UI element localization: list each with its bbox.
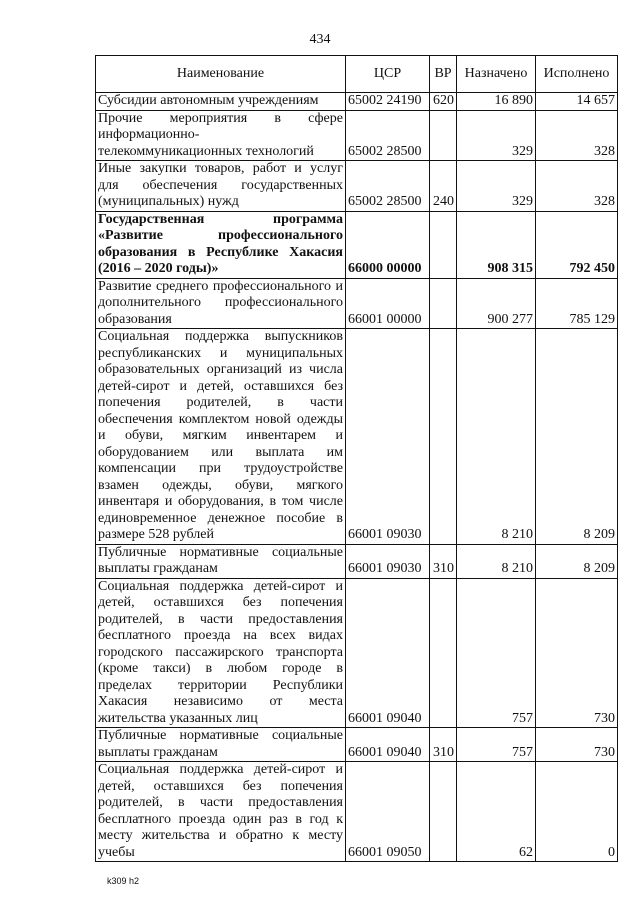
footer-code: k309 h2 [107,876,140,886]
row-assigned: 62 [457,762,536,862]
header-executed: Исполнено [536,56,618,93]
header-vr: ВР [430,56,457,93]
row-vr: 310 [430,544,457,578]
row-assigned: 8 210 [457,544,536,578]
table-row [96,278,618,329]
header-assigned: Назначено [457,56,536,93]
row-executed: 730 [536,728,618,762]
row-name: Публичные нормативные социальные выплаты гражданам [96,728,346,762]
row-assigned: 908 315 [457,211,536,278]
header-csr: ЦСР [346,56,430,93]
table-row [96,93,618,111]
row-name: Государственная программа «Развитие профессионального образования в Республике Хакасия (2016 – 2020 годы)» [96,211,346,278]
table-row [96,728,618,762]
row-executed: 328 [536,110,618,161]
row-executed: 8 209 [536,329,618,545]
budget-table [95,55,618,862]
row-executed: 785 129 [536,278,618,329]
row-csr: 66001 09040 [346,728,430,762]
table-row [96,544,618,578]
row-assigned: 329 [457,161,536,212]
row-csr: 66001 09030 [346,544,430,578]
table-row-program [96,211,618,278]
row-vr [430,329,457,545]
row-vr [430,211,457,278]
row-name: Прочие мероприятия в сфере информационно-телекоммуникационных технологий [96,110,346,161]
row-csr: 66001 09030 [346,329,430,545]
row-vr: 240 [430,161,457,212]
row-assigned: 757 [457,578,536,728]
row-assigned: 16 890 [457,93,536,111]
row-executed: 8 209 [536,544,618,578]
row-name: Социальная поддержка детей-сирот и детей, оставшихся без попечения родителей, в части предоставления бесплатного проезда один раз в год к месту жительства и обратно к месту учебы [96,762,346,862]
row-csr: 65002 28500 [346,110,430,161]
row-executed: 14 657 [536,93,618,111]
row-csr: 65002 24190 [346,93,430,111]
table-row [96,762,618,862]
row-vr [430,578,457,728]
row-name: Публичные нормативные социальные выплаты гражданам [96,544,346,578]
row-assigned: 329 [457,110,536,161]
table-row [96,329,618,545]
row-name: Развитие среднего профессионального и дополнительного профессионального образования [96,278,346,329]
page-number: 434 [309,32,331,47]
row-csr: 66000 00000 [346,211,430,278]
row-vr [430,762,457,862]
row-csr: 65002 28500 [346,161,430,212]
row-vr [430,278,457,329]
row-name: Социальная поддержка выпускников республиканских и муниципальных образовательных организаций из числа детей-сирот и детей, оставшихся без попечения родителей, в части обеспечения комплектом новой одежды и обуви, мягким инвентарем и оборудованием или выплата им компенсации при трудоустройстве взамен одежды, обуви, мягкого инвентаря и оборудования, в том числе единовременное денежное пособие в размере 528 рублей [96,329,346,545]
row-assigned: 8 210 [457,329,536,545]
row-name: Субсидии автономным учреждениям [96,93,346,111]
row-vr: 310 [430,728,457,762]
row-csr: 66001 09050 [346,762,430,862]
row-executed: 730 [536,578,618,728]
row-assigned: 900 277 [457,278,536,329]
table-row [96,161,618,212]
header-name: Наименование [96,56,346,93]
table-row [96,110,618,161]
row-vr [430,110,457,161]
row-vr: 620 [430,93,457,111]
row-name: Социальная поддержка детей-сирот и детей, оставшихся без попечения родителей, в части предоставления бесплатного проезда на всех видах городского пассажирского транспорта (кроме такси) в любом городе в пределах территории Республики Хакасия независимо от места жительства указанных лиц [96,578,346,728]
row-csr: 66001 00000 [346,278,430,329]
row-executed: 0 [536,762,618,862]
table-row [96,578,618,728]
row-executed: 792 450 [536,211,618,278]
table-header-row [96,56,618,93]
row-assigned: 757 [457,728,536,762]
row-executed: 328 [536,161,618,212]
row-csr: 66001 09040 [346,578,430,728]
row-name: Иные закупки товаров, работ и услуг для обеспечения государственных (муниципальных) нужд [96,161,346,212]
